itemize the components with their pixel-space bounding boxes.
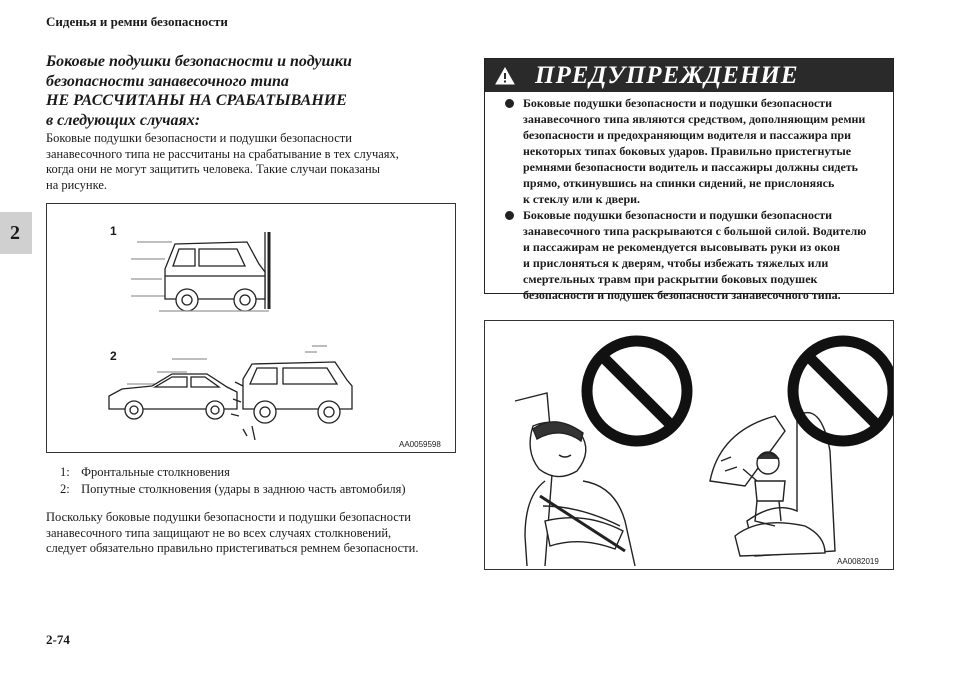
prohibited-postures-figure [484,320,894,570]
caption-text: Фронтальные столкновения [81,465,230,479]
caption-item [60,464,406,481]
warning-triangle-icon [495,67,515,85]
warning-line: безопасности и подушек безопасности занавесочного типа. [523,288,841,302]
final-paragraph [46,510,456,557]
caption-number: 1: [60,465,70,479]
bullet-icon [505,99,514,108]
caption-number: 2: [60,482,70,496]
page-header: Сиденья и ремни безопасности [46,14,228,29]
figure-code: AA0059598 [399,440,441,449]
section-title [46,52,456,130]
warning-line: и прислоняться к дверям, чтобы избежать тяжелых или [523,256,829,270]
collision-figure [46,203,456,453]
intro-paragraph [46,131,456,193]
caption-text: Попутные столкновения (удары в заднюю часть автомобиля) [81,482,406,496]
leaning-person-illustration [515,393,635,566]
warning-title: ПРЕДУПРЕЖДЕНИЕ [535,62,799,89]
prohibition-sign-right-icon [793,341,893,441]
left-column [46,52,456,193]
intro-line: Боковые подушки безопасности и подушки безопасности [46,131,352,145]
warning-line: и пассажирам не рекомендуется высовывать руки из окон [523,240,841,254]
warning-line: Боковые подушки безопасности и подушки безопасности [523,96,833,110]
warning-item [495,95,883,207]
warning-box [484,58,894,302]
warning-line: занавесочного типа раскрываются с большой силой. Водителю [523,224,867,238]
figure-label-1: 1 [110,224,117,238]
final-line: следует обязательно правильно пристегиваться ремнем безопасности. [46,541,419,555]
warning-line: некоторых типах боковых ударов. Правильно пристегнутые [523,144,852,158]
frontal-collision-car-illustration [131,232,269,311]
intro-line: на рисунке. [46,177,108,192]
chapter-number: 2 [10,222,20,244]
prohibited-postures-illustration [485,321,893,569]
warning-body [485,92,893,303]
figure-code: AA0082019 [837,557,879,566]
warning-line: занавесочного типа являются средством, дополняющим ремни [523,112,866,126]
section-title-line: безопасности занавесочного типа [46,72,289,90]
intro-line: когда они не могут защитить человека. Такие случаи показаны [46,162,381,176]
section-title-line: НЕ РАССЧИТАНЫ НА СРАБАТЫВАНИЕ [46,92,347,109]
page-number: 2-74 [46,632,70,647]
bullet-icon [505,211,514,220]
warning-item [495,207,883,303]
figure-label-2: 2 [110,349,117,363]
warning-line: Боковые подушки безопасности и подушки безопасности [523,208,833,222]
warning-line: безопасности и предохраняющим водителя и пассажира при [523,128,852,142]
final-line: занавесочного типа защищают не во всех случаях столкновений, [46,525,392,540]
warning-line: прямо, откинувшись на спинки сидений, не прислоняясь [523,176,835,190]
intro-line: занавесочного типа не рассчитаны на срабатывание в тех случаях, [46,146,399,161]
warning-header [485,59,893,92]
section-title-line: Боковые подушки безопасности и подушки [46,53,352,70]
collision-illustration [47,204,455,452]
warning-line: к стеклу или к двери. [523,192,641,206]
rear-collision-car-illustration [109,346,352,440]
prohibition-sign-left-icon [587,341,687,441]
final-line: Поскольку боковые подушки безопасности и подушки безопасности [46,510,411,524]
section-title-line: в следующих случаях: [46,111,201,129]
figure-captions [60,464,406,498]
caption-item [60,481,406,498]
warning-line: смертельных травм при раскрытии боковых подушек [523,272,818,286]
warning-line: ремнями безопасности водитель и пассажиры должны сидеть [523,160,859,174]
